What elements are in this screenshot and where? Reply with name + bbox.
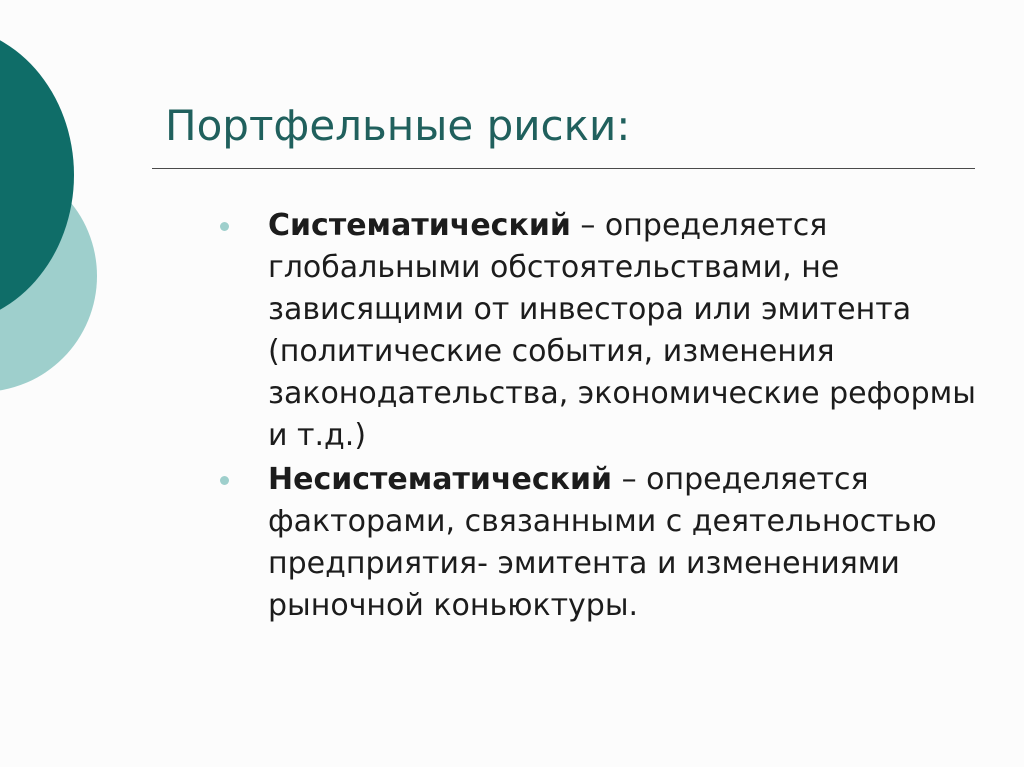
bullet-item-systematic (216, 205, 976, 457)
bullet-text: – определяется глобальными обстоятельствами, не зависящими от инвестора или эмитента (политические события, изменения законодательства, экономические реформы и т.д.) (268, 208, 976, 453)
bullet-item-unsystematic (216, 459, 976, 627)
bullet-text: – определяется факторами, связанными с деятельностью предприятия- эмитента и изменениями рыночной коньюктуры. (268, 462, 937, 623)
bullet-term: Несистематический (268, 462, 613, 497)
slide-title: Портфельные риски: (165, 101, 631, 150)
bullet-dot-icon (220, 476, 229, 485)
bullet-term: Систематический (268, 208, 571, 243)
bullet-list (216, 205, 976, 629)
title-divider (152, 168, 975, 169)
bullet-dot-icon (220, 222, 229, 231)
